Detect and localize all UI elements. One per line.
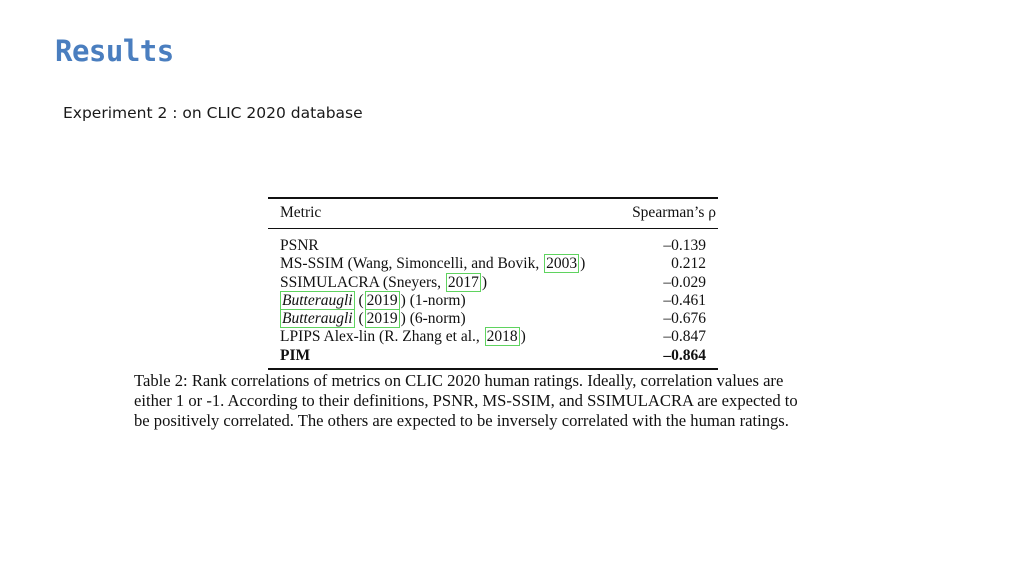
table-row	[268, 328, 718, 346]
table-header-row	[268, 199, 718, 224]
results-table	[268, 197, 718, 370]
citation-link[interactable]: 2003	[546, 255, 578, 273]
metric-name: Butteraugli ( 2019 ) (1-norm)	[282, 291, 466, 309]
metric-name: PIM	[280, 346, 311, 364]
metric-value: 0.212	[671, 255, 706, 273]
citation-link[interactable]: Butteraugli	[282, 291, 353, 309]
slide-subtitle: Experiment 2 : on CLIC 2020 database	[63, 104, 363, 122]
table-body	[268, 229, 718, 365]
table-row	[268, 310, 718, 328]
citation-link[interactable]: 2018	[486, 328, 518, 346]
slide-title: Results	[55, 34, 174, 68]
citation-link[interactable]: 2017	[447, 273, 479, 291]
citation-link[interactable]: 2019	[366, 291, 398, 309]
metric-value: –0.847	[663, 328, 706, 346]
table-row	[268, 237, 718, 255]
metric-name: SSIMULACRA (Sneyers, 2017 )	[280, 273, 488, 291]
table-row	[268, 292, 718, 310]
header-spearman: Spearman’s ρ	[632, 204, 716, 221]
table-row	[268, 274, 718, 292]
header-metric: Metric	[280, 204, 322, 221]
metric-name: PSNR	[280, 237, 319, 254]
citation-link[interactable]: Butteraugli	[282, 310, 353, 328]
citation-link[interactable]: 2019	[366, 310, 398, 328]
table-row-highlight	[268, 347, 718, 365]
metric-value: –0.029	[663, 273, 706, 291]
table-row	[268, 255, 718, 273]
metric-name: Butteraugli ( 2019 ) (6-norm)	[282, 310, 466, 328]
metric-value: –0.864	[663, 346, 706, 364]
metric-name: MS-SSIM (Wang, Simoncelli, and Bovik, 2003 )	[280, 255, 586, 273]
metric-value: –0.676	[663, 310, 706, 328]
metric-name: LPIPS Alex-lin (R. Zhang et al., 2018 )	[280, 328, 526, 346]
metric-value: –0.139	[663, 237, 706, 254]
table-bottom-rule	[268, 368, 718, 370]
caption-line: Table 2: Rank correlations of metrics on CLIC 2020 human ratings. Ideally, correlation values are	[134, 371, 784, 390]
caption-line: be positively correlated. The others are expected to be inversely correlated with the human ratings.	[134, 411, 789, 430]
table-caption	[134, 371, 864, 431]
caption-line: either 1 or -1. According to their definitions, PSNR, MS-SSIM, and SSIMULACRA are expected to	[134, 391, 798, 410]
metric-value: –0.461	[663, 291, 706, 309]
